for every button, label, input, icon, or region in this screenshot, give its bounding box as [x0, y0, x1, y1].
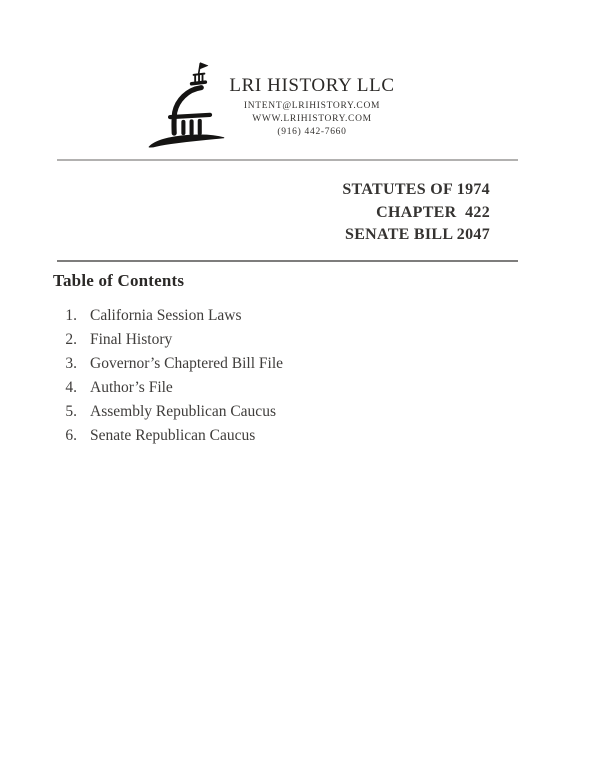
company-website: WWW.LRIHISTORY.COM	[252, 114, 372, 124]
toc-list	[53, 304, 283, 448]
toc-item	[53, 424, 283, 448]
toc-item-number: 4.	[65, 379, 77, 396]
divider-top	[57, 159, 518, 161]
company-email: INTENT@LRIHISTORY.COM	[243, 101, 381, 111]
letterhead	[208, 74, 416, 139]
chapter-line: CHAPTER 422	[376, 203, 490, 221]
toc-item-number: 2.	[65, 331, 77, 348]
divider-bottom	[57, 260, 518, 262]
toc-item-label: Final History	[90, 331, 173, 348]
toc-item-label: Assembly Republican Caucus	[90, 403, 276, 420]
company-phone: (916) 442-7660	[277, 127, 347, 137]
toc-item	[53, 352, 283, 376]
senate-bill-line: SENATE BILL 2047	[345, 226, 490, 243]
toc-item-number: 5.	[65, 403, 77, 420]
toc-item-label: Governor’s Chaptered Bill File	[90, 355, 284, 372]
toc-item-number: 3.	[65, 355, 77, 372]
toc-item-number: 1.	[65, 307, 77, 324]
toc-item	[53, 328, 283, 352]
toc-item-label: California Session Laws	[90, 307, 242, 324]
toc-item-label: Senate Republican Caucus	[90, 427, 256, 444]
toc-item	[53, 304, 283, 328]
company-name: LRI HISTORY LLC	[229, 75, 395, 96]
toc-title: Table of Contents	[53, 271, 185, 290]
toc-item	[53, 400, 283, 424]
statutes-line: STATUTES OF 1974	[342, 181, 490, 198]
bill-reference-block	[342, 179, 490, 247]
toc-item	[53, 376, 283, 400]
toc-item-number: 6.	[65, 427, 77, 444]
toc-item-label: Author’s File	[90, 379, 173, 396]
